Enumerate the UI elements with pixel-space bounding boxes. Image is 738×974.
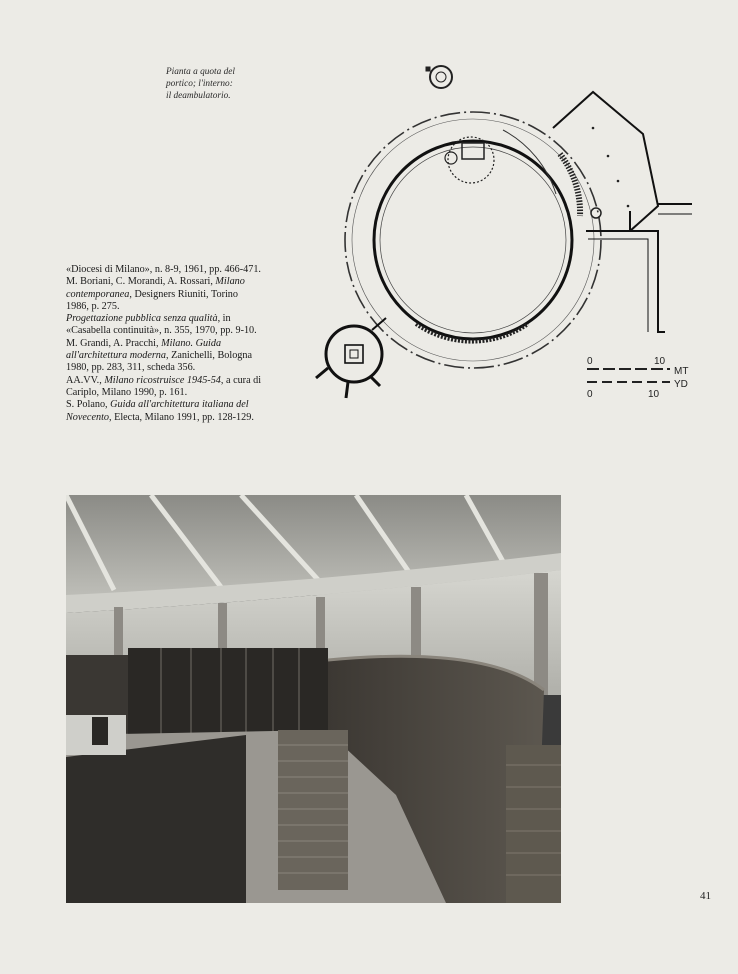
caption-line: portico; l'interno: xyxy=(166,79,233,89)
scale-label: 10 xyxy=(654,356,666,367)
scale-label: 0 xyxy=(587,389,593,400)
plan-main-wall xyxy=(374,141,572,339)
plan-bell-tower xyxy=(316,318,386,398)
bibliography-entry: AA.VV., Milano ricostruisce 1945-54, a cura di Cariplo, Milano 1990, p. 161. xyxy=(66,374,262,398)
scale-label: 0 xyxy=(587,356,593,367)
bibliography-entry: S. Polano, Guida all'architettura italiana del Novecento, Electa, Milano 1991, pp. 128-129. xyxy=(66,399,254,423)
page-number: 41 xyxy=(700,890,711,902)
plan-inner-arc xyxy=(503,130,556,194)
interior-photo xyxy=(66,495,561,903)
bibliography-entry: M. Boriani, C. Morandi, A. Rossari, Milano contemporanea, Designers Riuniti, Torino 1986, p. 275. xyxy=(66,276,245,312)
bibliography-entry: M. Grandi, A. Pracchi, Milano. Guida all'architettura moderna, Zanichelli, Bologna 1980, pp. 283, 311, scheda 356. xyxy=(66,337,253,374)
bibliography-entry: «Diocesi di Milano», n. 8-9, 1961, pp. 466-471. xyxy=(66,264,261,275)
bibliography-entry: Progettazione pubblica senza qualità, in «Casabella continuità», n. 355, 1970, pp. 9-10. xyxy=(66,313,257,337)
plan-caption xyxy=(166,66,276,102)
plan-annex xyxy=(553,92,692,332)
scale-bar xyxy=(587,356,688,400)
plan-portico-ring xyxy=(345,112,601,368)
scale-label: 10 xyxy=(648,389,660,400)
floor-plan-drawing xyxy=(308,56,708,406)
caption-line: il deambulatorio. xyxy=(166,91,231,101)
caption-line: Pianta a quota del xyxy=(166,67,235,77)
bibliography xyxy=(66,264,262,424)
plan-top-tower xyxy=(426,66,452,88)
scale-label: MT xyxy=(674,366,689,377)
scale-label: YD xyxy=(674,379,688,390)
